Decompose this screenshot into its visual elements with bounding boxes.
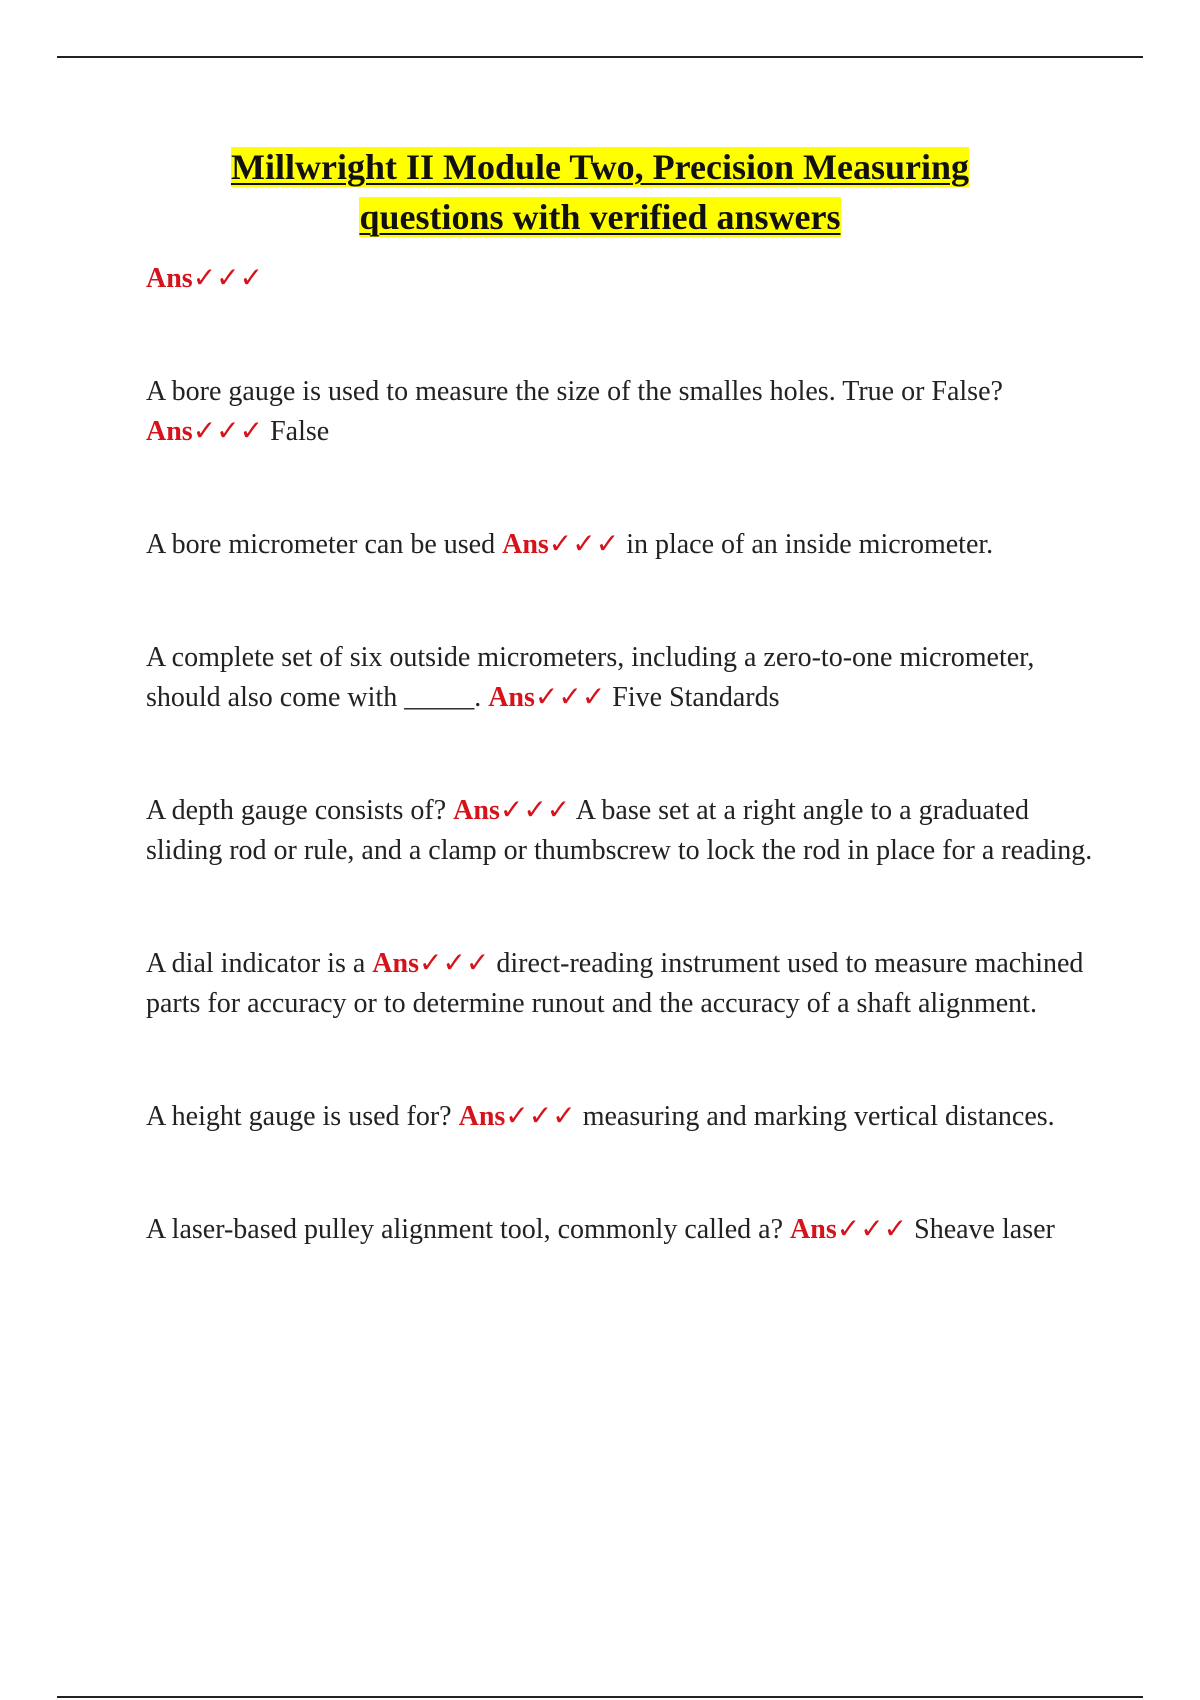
top-rule xyxy=(57,56,1143,58)
qa-item xyxy=(146,525,1106,565)
qa-item xyxy=(146,1097,1106,1137)
question-text: A height gauge is used for? xyxy=(146,1101,459,1132)
intro-answer-marker xyxy=(146,259,1106,299)
check-marks-icon: ✓✓✓ xyxy=(499,795,571,826)
qa-item xyxy=(146,1210,1106,1250)
qa-item xyxy=(146,944,1106,1024)
ans-label: Ans xyxy=(458,1101,506,1132)
question-text: A bore micrometer can be used xyxy=(146,529,503,560)
bottom-rule xyxy=(57,1696,1143,1698)
ans-label: Ans xyxy=(372,948,419,979)
ans-label: Ans xyxy=(502,529,549,560)
answer-text: in place of an inside micrometer. xyxy=(619,529,994,560)
question-text: A dial indicator is a xyxy=(146,948,373,979)
title-line-1: Millwright II Module Two, Precision Measuring xyxy=(231,147,969,187)
answer-text: Sheave laser xyxy=(907,1214,1055,1245)
ans-label: Ans xyxy=(146,263,193,294)
ans-label: Ans xyxy=(790,1214,837,1245)
qa-list xyxy=(146,259,1106,1323)
document-title xyxy=(57,142,1143,242)
check-marks-icon: ✓✓✓ xyxy=(192,416,264,447)
answer-text: A base set at a right angle to a graduated sliding rod or rule, and a clamp or thumbscrew to lock the rod in place for a reading. xyxy=(146,795,1093,866)
qa-item xyxy=(146,791,1106,871)
answer-text: direct-reading instrument used to measure machined parts for accuracy or to determine runout and the accuracy of a shaft alignment. xyxy=(146,948,1084,1019)
answer-text: measuring and marking vertical distances. xyxy=(575,1101,1055,1132)
title-line-2: questions with verified answers xyxy=(359,197,841,237)
check-marks-icon: ✓✓✓ xyxy=(836,1214,908,1245)
answer-text: False xyxy=(263,416,330,447)
question-text: A laser-based pulley alignment tool, commonly called a? xyxy=(146,1214,791,1245)
answer-text: Five Standards xyxy=(605,682,780,713)
question-text: A complete set of six outside micrometers, including a zero-to-one micrometer, should also come with _____. xyxy=(146,642,1035,713)
ans-label: Ans xyxy=(453,795,500,826)
check-marks-icon: ✓✓✓ xyxy=(505,1101,576,1132)
question-text: A bore gauge is used to measure the size of the smalles holes. True or False? xyxy=(146,376,1003,407)
check-marks-icon: ✓✓✓ xyxy=(419,948,490,979)
qa-item xyxy=(146,638,1106,718)
check-marks-icon: ✓✓✓ xyxy=(548,529,620,560)
check-marks-icon: ✓✓✓ xyxy=(192,263,264,294)
ans-label: Ans xyxy=(488,682,535,713)
question-text: A depth gauge consists of? xyxy=(146,795,454,826)
ans-label: Ans xyxy=(146,416,193,447)
check-marks-icon: ✓✓✓ xyxy=(534,682,606,713)
qa-item xyxy=(146,372,1106,452)
